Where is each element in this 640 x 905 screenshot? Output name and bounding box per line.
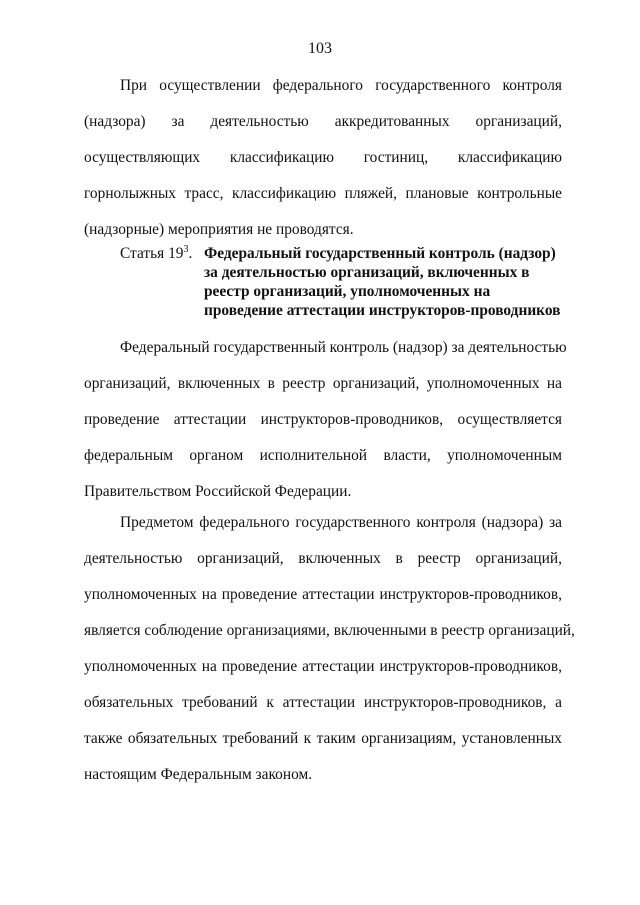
paragraph-line: проведение аттестации инструкторов-проводников, осуществляется bbox=[84, 411, 562, 428]
paragraph-line: (надзорные) мероприятия не проводятся. bbox=[84, 221, 354, 238]
article-label bbox=[120, 244, 192, 264]
paragraph-line: осуществляющих классификацию гостиниц, классификацию bbox=[84, 149, 562, 166]
paragraph-line: Правительством Российской Федерации. bbox=[84, 483, 352, 500]
paragraph-line: При осуществлении федерального государственного контроля bbox=[120, 77, 562, 94]
paragraph-line: настоящим Федеральным законом. bbox=[84, 766, 313, 783]
paragraph-2 bbox=[84, 330, 567, 510]
article-title-line: за деятельностью организаций, включенных в bbox=[204, 264, 530, 281]
paragraph-line: деятельностью организаций, включенных в реестр организаций, bbox=[84, 550, 562, 567]
paragraph-line: уполномоченных на проведение аттестации инструкторов-проводников, bbox=[84, 658, 562, 675]
paragraph-line: также обязательных требований к таким организациям, установленных bbox=[84, 730, 562, 747]
paragraph-1 bbox=[84, 68, 562, 248]
paragraph-line: Предметом федерального государственного контроля (надзора) за bbox=[120, 514, 562, 531]
paragraph-line: является соблюдение организациями, включенными в реестр организаций, bbox=[84, 622, 575, 639]
paragraph-line: уполномоченных на проведение аттестации инструкторов-проводников, bbox=[84, 586, 562, 603]
paragraph-line: обязательных требований к аттестации инструкторов-проводников, а bbox=[84, 694, 562, 711]
article-label-superscript: 3 bbox=[183, 243, 189, 255]
article-title-line: Федеральный государственный контроль (надзор) bbox=[204, 245, 556, 262]
article-title-line: реестр организаций, уполномоченных на bbox=[204, 283, 491, 300]
paragraph-line: организаций, включенных в реестр организаций, уполномоченных на bbox=[84, 375, 562, 392]
article-label-text: Статья 19 bbox=[120, 245, 184, 262]
paragraph-line: горнолыжных трасс, классификацию пляжей, плановые контрольные bbox=[84, 185, 562, 202]
page-number: 103 bbox=[308, 40, 332, 57]
paragraph-line: федеральным органом исполнительной власти, уполномоченным bbox=[84, 447, 562, 464]
article-label-suffix: . bbox=[188, 245, 193, 262]
article-title-line: проведение аттестации инструкторов-проводников bbox=[204, 302, 561, 319]
paragraph-line: Федеральный государственный контроль (надзор) за деятельностью bbox=[120, 339, 567, 356]
paragraph-3 bbox=[84, 505, 575, 793]
paragraph-line: (надзора) за деятельностью аккредитованных организаций, bbox=[84, 113, 562, 130]
article-title bbox=[204, 244, 560, 320]
